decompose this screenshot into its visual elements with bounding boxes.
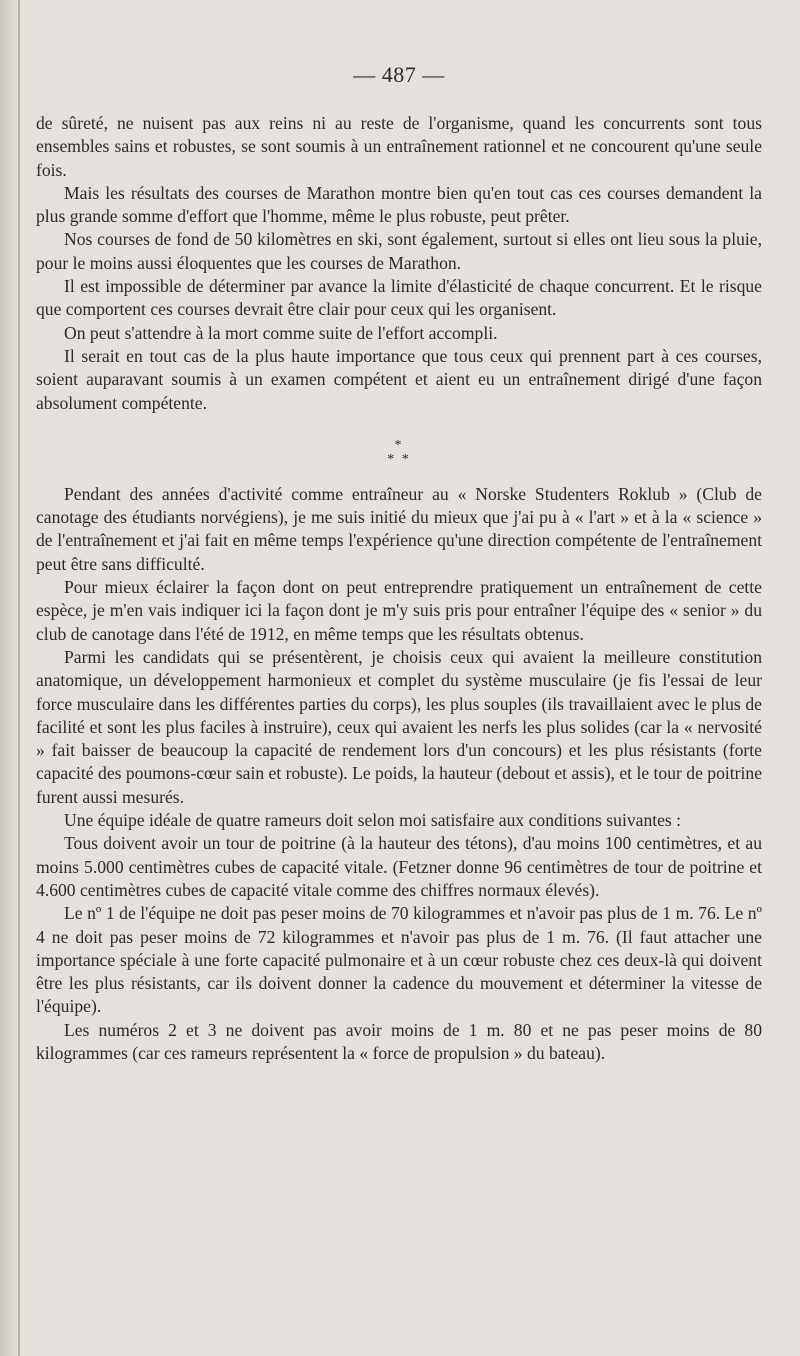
paragraph: Mais les résultats des courses de Marathon montre bien qu'en tout cas ces courses demandent la plus grande somme d'effort que l'homme, même le plus robuste, peut prêter. xyxy=(36,182,762,227)
text-block-after xyxy=(36,483,762,1065)
paragraph: Nos courses de fond de 50 kilomètres en ski, sont également, surtout si elles ont lieu sous la pluie, pour le moins aussi éloquentes que les courses de Marathon. xyxy=(36,229,762,273)
paragraph: Parmi les candidats qui se présentèrent, je choisis ceux qui avaient la meilleure constitution anatomique, un développement harmonieux et complet du système musculaire (je fis l'essai de leur force musculaire dans les différentes parties du corps), les plus souples (ils travaillaient avec le plus de facilité et sont les plus faciles à instruire), ceux qui avaient les nerfs les plus solides (car la « nervosité » fait baisser de beaucoup la capacité de rendement lors d'un concours) et les plus résistants (forte capacité des poumons-cœur sain et robuste). Le poids, la hauteur (debout et assis), et le tour de poitrine furent aussi mesurés. xyxy=(36,646,763,807)
paragraph: Il serait en tout cas de la plus haute importance que tous ceux qui prennent part à ces courses, soient auparavant soumis à un examen compétent et aient eu un entraînement dirigé d'une façon absolument compétente. xyxy=(36,345,762,413)
asterism-top: * xyxy=(394,437,404,453)
paragraph: Il est impossible de déterminer par avance la limite d'élasticité de chaque concurrent. Et le risque que comportent ces courses devrait être clair pour ceux qui les organisent. xyxy=(36,276,762,320)
paragraph: Le nº 1 de l'équipe ne doit pas peser moins de 70 kilogrammes et n'avoir pas plus de 1 m. 76. Le nº 4 ne doit pas peser moins de 72 kilogrammes et n'avoir pas plus de 1 m. 76. (Il faut attacher une importance spéciale à une forte capacité pulmonaire et à un cœur robuste chez ces deux-là qui doivent être les plus résistants, car ils doivent donner la cadence du mouvement et déterminer la vitesse de l'équipe). xyxy=(36,903,762,1017)
section-separator-asterism xyxy=(36,425,762,465)
document-page xyxy=(36,60,762,1065)
paragraph: On peut s'attendre à la mort comme suite de l'effort accompli. xyxy=(64,322,498,343)
text-block-before xyxy=(36,112,762,415)
binding-shadow-line xyxy=(18,0,20,1356)
paragraph: Pour mieux éclairer la façon dont on peut entreprendre pratiquement un entraînement de cette espèce, je m'en vais indiquer ici la façon dont je m'y suis pris pour entraîner l'équipe des « senior » du club de canotage dans l'été de 1912, en même temps que les résultats obtenus. xyxy=(36,577,762,644)
asterism-bottom: * * xyxy=(387,451,411,467)
page-number: — 487 — xyxy=(353,62,445,87)
paragraph: Tous doivent avoir un tour de poitrine (à la hauteur des tétons), d'au moins 100 centimètres, et au moins 5.000 centimètres cubes de capacité vitale. (Fetzner donne 96 centimètres de tour de poitrine et 4.600 centimètres cubes de capacité vitale comme des chiffres normaux élevés). xyxy=(36,833,762,900)
paragraph: de sûreté, ne nuisent pas aux reins ni au reste de l'organisme, quand les concurrents sont tous ensembles sains et robustes, se sont soumis à un entraînement rationnel et ne concourent qu'une seule fois. xyxy=(36,113,762,180)
paragraph: Une équipe idéale de quatre rameurs doit selon moi satisfaire aux conditions suivantes : xyxy=(64,810,682,831)
paragraph: Les numéros 2 et 3 ne doivent pas avoir moins de 1 m. 80 et ne pas peser moins de 80 kilogrammes (car ces rameurs représentent la « force de propulsion » du bateau). xyxy=(36,1019,762,1063)
paragraph: Pendant des années d'activité comme entraîneur au « Norske Studenters Roklub » (Club de canotage des étudiants norvégiens), je me suis initié du mieux que j'ai pu à « l'art » et à la « science » de l'entraînement et j'ai fait en même temps l'expérience qu'une direction compétente de l'entraînement peut être sans difficulté. xyxy=(36,483,762,574)
